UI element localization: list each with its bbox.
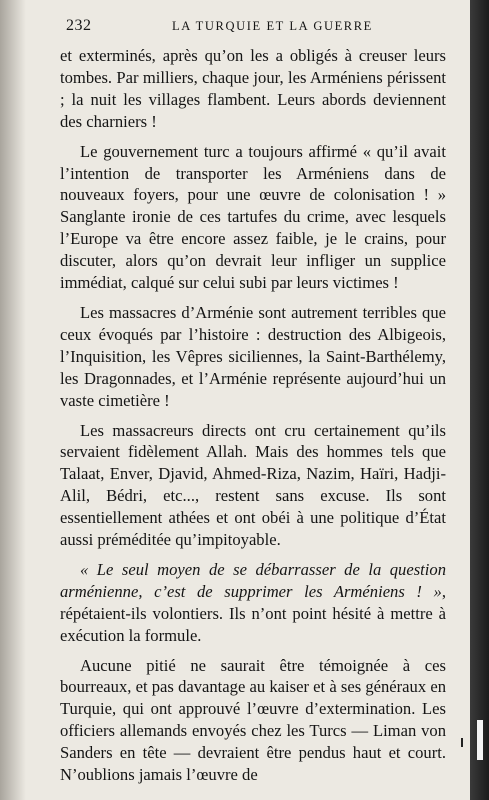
paragraph-4: Les massacreurs directs ont cru certainement qu’ils servaient fidèlement Allah. Mais des hommes tels que Talaat, Enver, Djavid, Ahmed-Riza, Nazim, Haïri, Hadji-Alil, Bédri, etc..., restent sans excuse. Ils sont essentiellement athées et ont obéi à une politique d’État aussi préméditée qu’impitoyable. [60,420,446,550]
page-number: 232 [66,17,92,34]
italic-quote: « Le seul moyen de se débarrasser de la question arménienne, c’est de supprimer les Arméniens ! » [60,559,446,601]
paragraph-6: Aucune pitié ne saurait être témoignée à ces bourreaux, et pas davantage au kaiser et à ses généraux en Turquie, qui ont approuvé l’œuvre d’extermination. Les officiers allemands envoyés chez les Turcs — Liman von Sanders en tête — devraient être pendus haut et court. N’oublions jamais l’œuvre de [60,655,446,785]
page-edge-shadow [470,0,489,800]
paragraph-3: Les massacres d’Arménie sont autrement terribles que ceux évoqués par l’histoire : destruction des Albigeois, l’Inquisition, les Vêpres siciliennes, la Saint-Barthélemy, les Dragonnades, et l’Arménie représente aujourd’hui un vaste cimetière ! [60,302,446,410]
body-text [60,45,446,786]
page-tick-mark [461,738,463,747]
running-title: LA TURQUIE ET LA GUERRE [172,19,373,33]
paragraph-2: Le gouvernement turc a toujours affirmé « qu’il avait l’intention de transporter les Arméniens dans de nouveaux foyers, pour une œuvre de colonisation ! » Sanglante ironie de ces tartufes du crime, avec lesquels l’Europe va être encore assez faible, je le crains, pour discuter, alors qu’on devrait leur infliger un supplice immédiat, calqué sur celui subi par leurs victimes ! [60,141,446,293]
edge-highlight [477,720,483,760]
page-header [66,17,440,37]
paragraph-1: et exterminés, après qu’on les a obligés à creuser leurs tombes. Par milliers, chaque jour, les Arméniens périssent ; la nuit les villages flambent. Leurs abords deviennent des charniers ! [60,46,446,131]
paragraph-5: « Le seul moyen de se débarrasser de la question arménienne, c’est de supprimer les Arméniens ! », répétaient-ils volontiers. Ils n’ont point hésité à mettre à exécution la formule. [60,559,446,645]
